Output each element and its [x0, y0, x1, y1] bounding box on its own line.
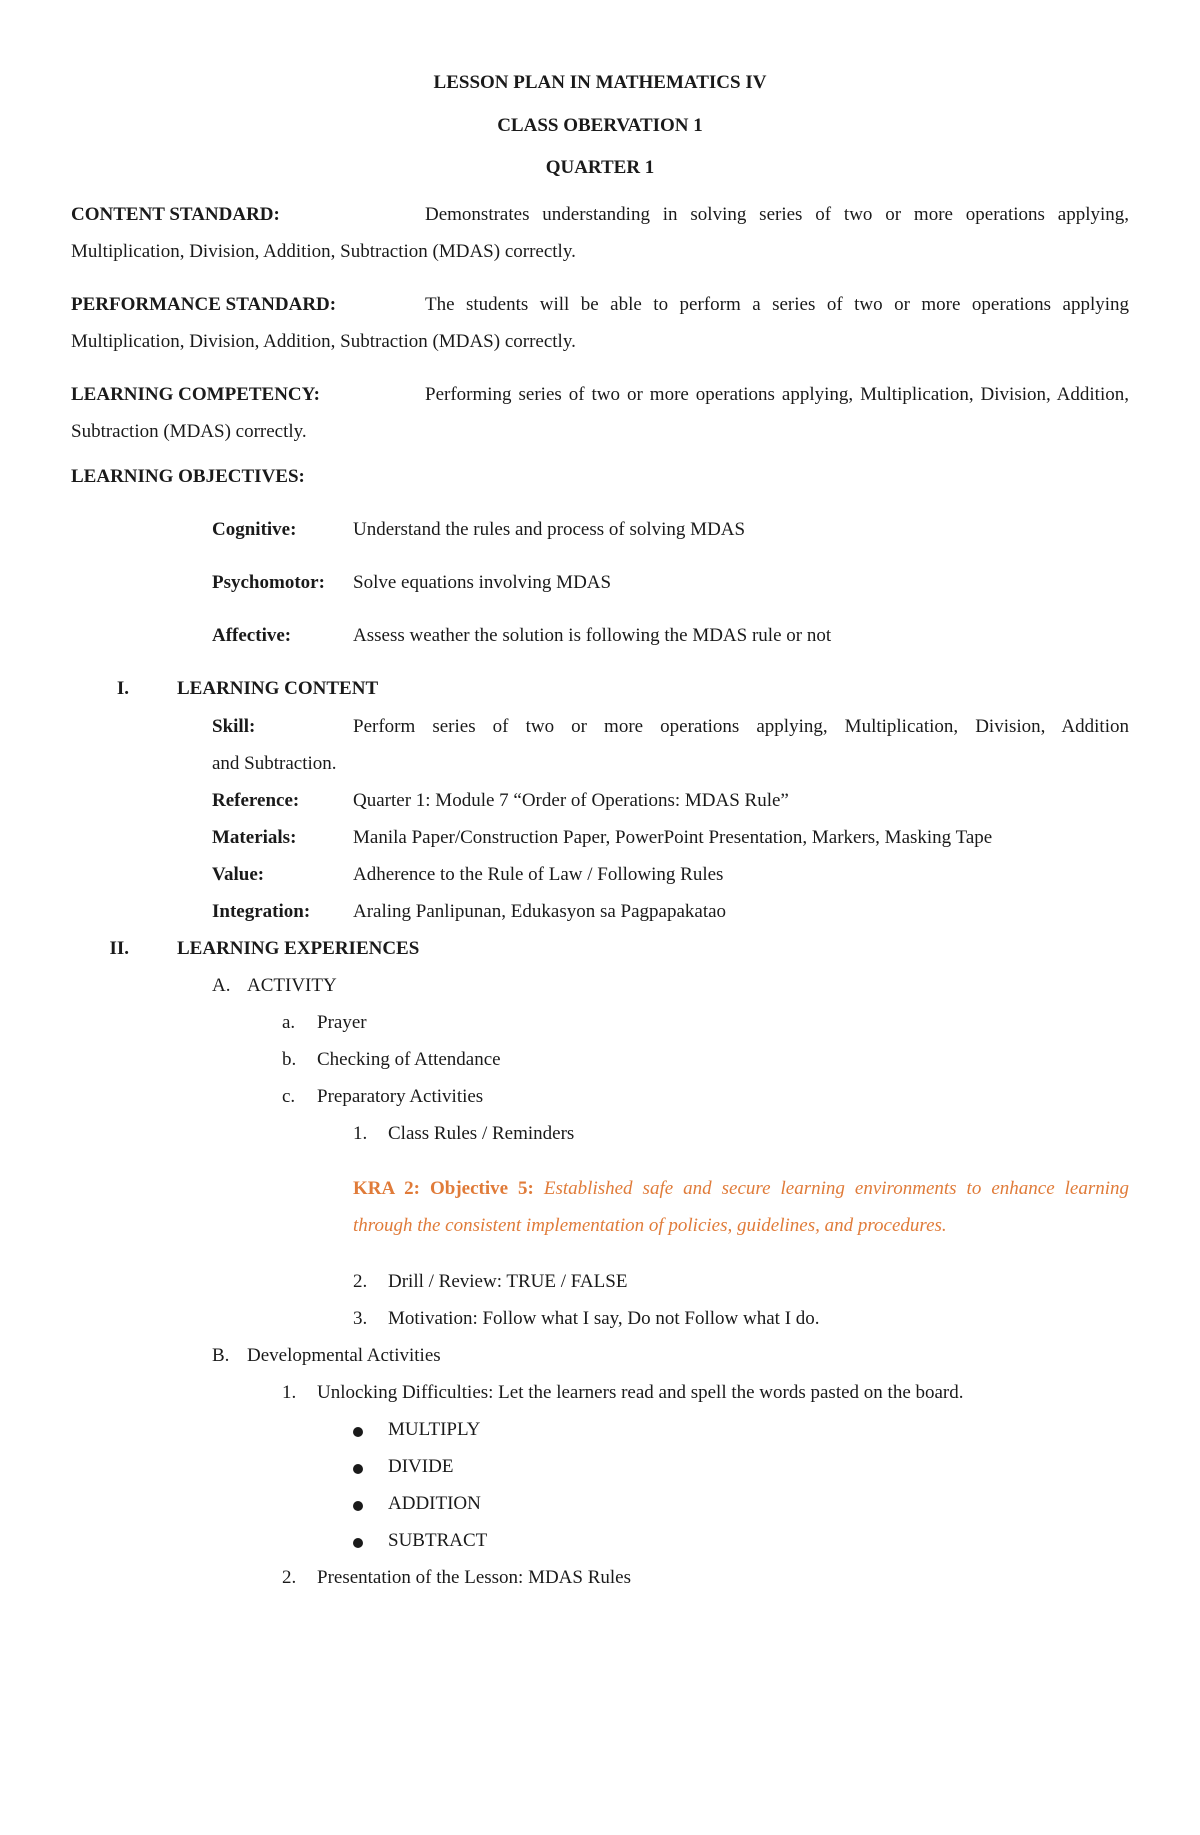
- value-row: [212, 864, 723, 886]
- list-marker: 2.: [353, 1271, 368, 1292]
- objective-label: Affective:: [212, 625, 292, 646]
- vocabulary-word: MULTIPLY: [388, 1419, 481, 1440]
- objective-label: Cognitive:: [212, 519, 297, 540]
- content-standard: [71, 196, 1129, 270]
- skill-text: Perform series of two or more operations applying, Multiplication, Division, Addition: [353, 716, 1129, 737]
- reference-row: [212, 790, 789, 812]
- performance-standard: [71, 286, 1129, 360]
- list-marker: c.: [282, 1086, 296, 1107]
- bullet-icon: [353, 1427, 363, 1437]
- list-marker: a.: [282, 1012, 296, 1033]
- list-marker: 1.: [353, 1123, 368, 1144]
- list-marker: 3.: [353, 1308, 368, 1329]
- performance-standard-label: PERFORMANCE STANDARD:: [71, 294, 337, 315]
- list-item: Preparatory Activities: [317, 1086, 484, 1107]
- content-standard-text: Demonstrates understanding in solving series of two or more operations applying, Multiplication, Division, Addition, Subtraction (MDAS) correctly.: [71, 204, 1129, 262]
- list-item: Presentation of the Lesson: MDAS Rules: [317, 1567, 632, 1588]
- section-numeral: I.: [116, 678, 129, 699]
- bullet-icon: [353, 1464, 363, 1474]
- bullet-icon: [353, 1501, 363, 1511]
- objective-label: Psychomotor:: [212, 572, 325, 593]
- materials-row: [212, 827, 992, 849]
- list-marker: 2.: [282, 1567, 297, 1588]
- objective-affective: [212, 625, 831, 647]
- skill-label: Skill:: [212, 716, 256, 737]
- list-item: Unlocking Difficulties: Let the learners read and spell the words pasted on the board.: [317, 1382, 964, 1403]
- quarter-label: QUARTER 1: [545, 157, 655, 178]
- list-marker: b.: [282, 1049, 297, 1070]
- activity-heading: ACTIVITY: [247, 975, 337, 996]
- materials-text: Manila Paper/Construction Paper, PowerPoint Presentation, Markers, Masking Tape: [353, 827, 993, 848]
- list-marker: 1.: [282, 1382, 297, 1403]
- skill-row: [212, 716, 1129, 738]
- materials-label: Materials:: [212, 827, 297, 848]
- learning-competency: [71, 376, 1129, 450]
- learning-experiences-heading: LEARNING EXPERIENCES: [177, 938, 420, 959]
- learning-content-heading: LEARNING CONTENT: [177, 678, 379, 699]
- developmental-activities-heading: Developmental Activities: [247, 1345, 441, 1366]
- list-marker: A.: [212, 975, 231, 996]
- skill-text-continued: and Subtraction.: [212, 753, 337, 774]
- objective-cognitive: [212, 519, 745, 541]
- content-standard-label: CONTENT STANDARD:: [71, 204, 280, 225]
- reference-text: Quarter 1: Module 7 “Order of Operations: MDAS Rule”: [353, 790, 789, 811]
- objective-psychomotor: [212, 572, 611, 594]
- integration-row: [212, 901, 726, 923]
- integration-label: Integration:: [212, 901, 311, 922]
- list-item: Drill / Review: TRUE / FALSE: [388, 1271, 628, 1292]
- document-title: LESSON PLAN IN MATHEMATICS IV: [433, 72, 767, 93]
- objective-text: Solve equations involving MDAS: [353, 572, 612, 593]
- performance-standard-text: The students will be able to perform a series of two or more operations applying Multiplication, Division, Addition, Subtraction (MDAS) correctly.: [71, 294, 1129, 352]
- value-text: Adherence to the Rule of Law / Following Rules: [353, 864, 724, 885]
- kra-objective-note: [353, 1170, 1129, 1244]
- learning-competency-text: Performing series of two or more operations applying, Multiplication, Division, Addition, Subtraction (MDAS) correctly.: [71, 384, 1129, 442]
- learning-objectives-heading: LEARNING OBJECTIVES:: [71, 466, 305, 487]
- kra-text: Established safe and secure learning environments to enhance learning through the consistent implementation of policies, guidelines, and procedures.: [353, 1178, 1129, 1236]
- kra-label: KRA 2: Objective 5:: [353, 1178, 534, 1199]
- vocabulary-word: ADDITION: [388, 1493, 481, 1514]
- list-marker: B.: [212, 1345, 230, 1366]
- reference-label: Reference:: [212, 790, 300, 811]
- vocabulary-word: DIVIDE: [388, 1456, 454, 1477]
- objective-text: Understand the rules and process of solving MDAS: [353, 519, 746, 540]
- learning-competency-label: LEARNING COMPETENCY:: [71, 384, 320, 405]
- document-subtitle: CLASS OBERVATION 1: [497, 115, 703, 136]
- vocabulary-word: SUBTRACT: [388, 1530, 488, 1551]
- objective-text: Assess weather the solution is following the MDAS rule or not: [353, 625, 832, 646]
- list-item: Prayer: [317, 1012, 367, 1033]
- bullet-icon: [353, 1538, 363, 1548]
- section-numeral: II.: [109, 938, 129, 959]
- list-item: Checking of Attendance: [317, 1049, 501, 1070]
- value-label: Value:: [212, 864, 265, 885]
- integration-text: Araling Panlipunan, Edukasyon sa Pagpapakatao: [353, 901, 727, 922]
- list-item: Class Rules / Reminders: [388, 1123, 575, 1144]
- list-item: Motivation: Follow what I say, Do not Follow what I do.: [388, 1308, 820, 1329]
